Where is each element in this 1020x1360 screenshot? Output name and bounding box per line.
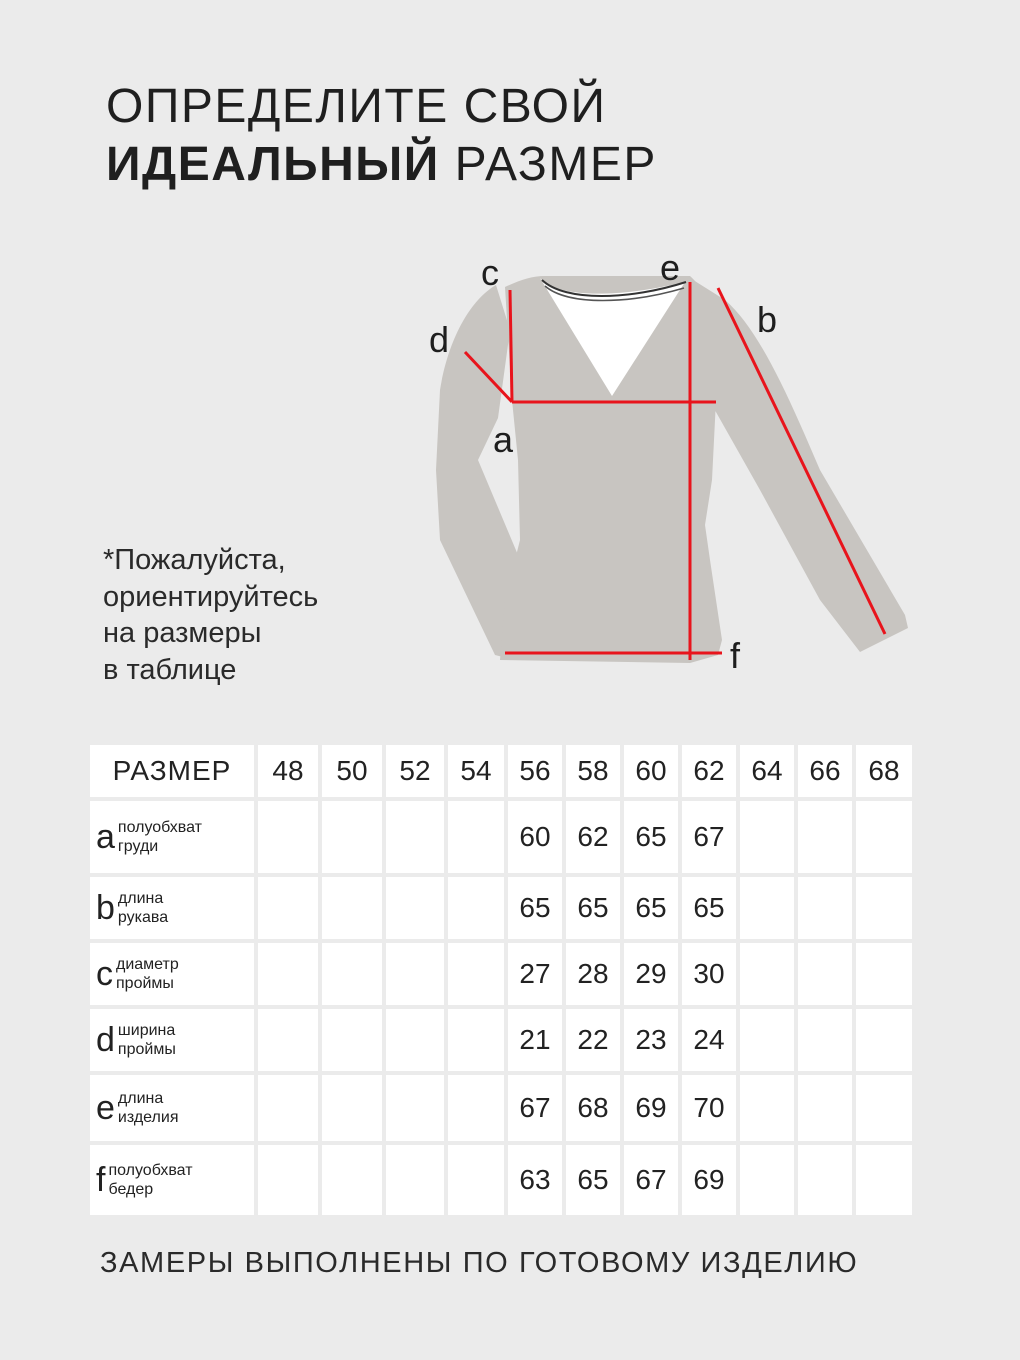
- note-line: на размеры: [103, 617, 262, 649]
- measure-value-cell: 69: [624, 1075, 678, 1141]
- measure-value-cell: [386, 1009, 444, 1071]
- measure-value-cell: 65: [624, 877, 678, 939]
- measure-description-line: длина: [117, 1090, 164, 1107]
- measure-description-line: изделия: [117, 1109, 179, 1126]
- measure-letter: d: [96, 1020, 115, 1059]
- measure-row-f: [90, 1145, 912, 1215]
- measure-description-line: диаметр: [116, 956, 179, 973]
- size-header-cell: 48: [258, 745, 318, 797]
- size-header-cell: 68: [856, 745, 912, 797]
- measure-description-line: рукава: [117, 909, 169, 926]
- measure-value-cell: [448, 801, 504, 873]
- diagram-label-b: b: [757, 299, 778, 340]
- measure-letter: c: [96, 954, 113, 993]
- measure-row-label: [90, 877, 254, 939]
- measure-value-cell: [798, 801, 852, 873]
- measure-description: [118, 1089, 179, 1127]
- measure-value-cell: 70: [682, 1075, 736, 1141]
- measure-value-cell: [856, 1075, 912, 1141]
- measure-line-b: [718, 288, 885, 634]
- footer-note: ЗАМЕРЫ ВЫПОЛНЕНЫ ПО ГОТОВОМУ ИЗДЕЛИЮ: [100, 1247, 859, 1279]
- measure-row-label: [90, 943, 254, 1005]
- measure-value-cell: [322, 943, 382, 1005]
- measure-value-cell: [448, 1075, 504, 1141]
- measure-value-cell: [322, 1009, 382, 1071]
- size-note: [103, 542, 318, 688]
- measure-value-cell: 62: [566, 801, 620, 873]
- note-line: в таблице: [103, 653, 237, 686]
- page-title: [106, 78, 657, 194]
- diagram-label-d: d: [429, 319, 450, 360]
- measure-value-cell: 23: [624, 1009, 678, 1071]
- measure-row-label: [90, 1009, 254, 1071]
- measure-description-line: проймы: [116, 975, 174, 992]
- measure-value-cell: 65: [566, 877, 620, 939]
- measure-value-cell: [856, 801, 912, 873]
- measure-value-cell: [448, 1145, 504, 1215]
- size-header-cell: 50: [322, 745, 382, 797]
- measure-value-cell: [258, 1075, 318, 1141]
- measure-letter: a: [96, 817, 115, 856]
- measure-value-cell: 67: [508, 1075, 562, 1141]
- measure-row-e: [90, 1075, 912, 1141]
- measure-value-cell: [856, 1009, 912, 1071]
- size-header-label: РАЗМЕР: [90, 745, 254, 797]
- measure-value-cell: 65: [566, 1145, 620, 1215]
- measure-description-line: груди: [117, 838, 159, 855]
- measure-row-label: [90, 1075, 254, 1141]
- garment-diagram: [420, 245, 940, 675]
- measure-value-cell: 22: [566, 1009, 620, 1071]
- measure-value-cell: [798, 943, 852, 1005]
- diagram-label-a: a: [493, 419, 514, 460]
- measure-row-a: [90, 801, 912, 873]
- measure-value-cell: 65: [508, 877, 562, 939]
- measure-value-cell: [856, 1145, 912, 1215]
- measure-value-cell: [856, 877, 912, 939]
- measure-value-cell: 68: [566, 1075, 620, 1141]
- measure-value-cell: [258, 1145, 318, 1215]
- measure-value-cell: 30: [682, 943, 736, 1005]
- measure-row-label: [90, 1145, 254, 1215]
- measure-value-cell: 21: [508, 1009, 562, 1071]
- measure-value-cell: [322, 1075, 382, 1141]
- measure-value-cell: 67: [624, 1145, 678, 1215]
- measure-value-cell: [740, 877, 794, 939]
- size-header-cell: 56: [508, 745, 562, 797]
- title-rest-word: РАЗМЕР: [454, 138, 657, 191]
- measure-value-cell: [740, 1145, 794, 1215]
- measure-value-cell: [258, 801, 318, 873]
- measure-value-cell: [448, 877, 504, 939]
- measure-value-cell: [258, 943, 318, 1005]
- measure-line-c: [510, 290, 512, 402]
- measure-value-cell: 28: [566, 943, 620, 1005]
- measure-value-cell: [386, 801, 444, 873]
- measure-description: [118, 818, 202, 856]
- measure-value-cell: [740, 943, 794, 1005]
- measure-value-cell: [798, 1075, 852, 1141]
- measure-description: [116, 955, 179, 993]
- measure-value-cell: [740, 801, 794, 873]
- measure-value-cell: [740, 1075, 794, 1141]
- measure-description-line: полуобхват: [108, 1162, 193, 1179]
- measure-value-cell: [798, 1145, 852, 1215]
- measure-description: [118, 1021, 176, 1059]
- title-bold-word: ИДЕАЛЬНЫЙ: [106, 138, 440, 191]
- size-header-cell: 64: [740, 745, 794, 797]
- measure-description-line: проймы: [117, 1041, 176, 1058]
- size-header-cell: 54: [448, 745, 504, 797]
- title-line-2: [106, 136, 657, 194]
- measure-row-c: [90, 943, 912, 1005]
- diagram-label-f: f: [730, 635, 741, 675]
- measure-value-cell: [386, 943, 444, 1005]
- measure-value-cell: 67: [682, 801, 736, 873]
- measure-value-cell: 63: [508, 1145, 562, 1215]
- measure-value-cell: 27: [508, 943, 562, 1005]
- measure-value-cell: [798, 877, 852, 939]
- size-header-cell: 60: [624, 745, 678, 797]
- measure-description-line: бедер: [108, 1181, 154, 1198]
- measure-value-cell: 65: [682, 877, 736, 939]
- measure-value-cell: [448, 1009, 504, 1071]
- measure-row-d: [90, 1009, 912, 1071]
- note-line: ориентируйтесь: [103, 580, 319, 613]
- measure-value-cell: 69: [682, 1145, 736, 1215]
- note-line: *Пожалуйста,: [103, 544, 286, 576]
- measure-value-cell: [448, 943, 504, 1005]
- measure-value-cell: [386, 877, 444, 939]
- measure-value-cell: [258, 1009, 318, 1071]
- measure-description-line: полуобхват: [117, 819, 202, 836]
- measure-description-line: длина: [117, 890, 164, 907]
- garment-right-sleeve: [690, 278, 908, 652]
- measure-value-cell: [386, 1145, 444, 1215]
- measure-value-cell: [322, 877, 382, 939]
- measure-value-cell: 60: [508, 801, 562, 873]
- size-header-cell: 52: [386, 745, 444, 797]
- measure-value-cell: [322, 801, 382, 873]
- size-header-cell: 58: [566, 745, 620, 797]
- measure-letter: e: [96, 1088, 115, 1127]
- size-header-cell: 66: [798, 745, 852, 797]
- measure-value-cell: 29: [624, 943, 678, 1005]
- measure-row-label: [90, 801, 254, 873]
- measure-value-cell: [386, 1075, 444, 1141]
- measure-value-cell: [740, 1009, 794, 1071]
- measure-value-cell: [322, 1145, 382, 1215]
- measure-value-cell: [798, 1009, 852, 1071]
- measure-letter: b: [96, 888, 115, 927]
- measure-description: [118, 889, 168, 927]
- measure-value-cell: 24: [682, 1009, 736, 1071]
- measure-value-cell: [258, 877, 318, 939]
- size-table: [86, 741, 916, 1219]
- measure-value-cell: 65: [624, 801, 678, 873]
- measure-description: [108, 1161, 192, 1199]
- title-line-1: ОПРЕДЕЛИТЕ СВОЙ: [106, 80, 607, 133]
- diagram-label-c: c: [481, 252, 499, 293]
- measure-row-b: [90, 877, 912, 939]
- size-header-row: [90, 745, 912, 797]
- measure-value-cell: [856, 943, 912, 1005]
- size-header-cell: 62: [682, 745, 736, 797]
- diagram-label-e: e: [660, 247, 681, 288]
- measure-description-line: ширина: [117, 1022, 176, 1039]
- measure-letter: f: [96, 1160, 106, 1199]
